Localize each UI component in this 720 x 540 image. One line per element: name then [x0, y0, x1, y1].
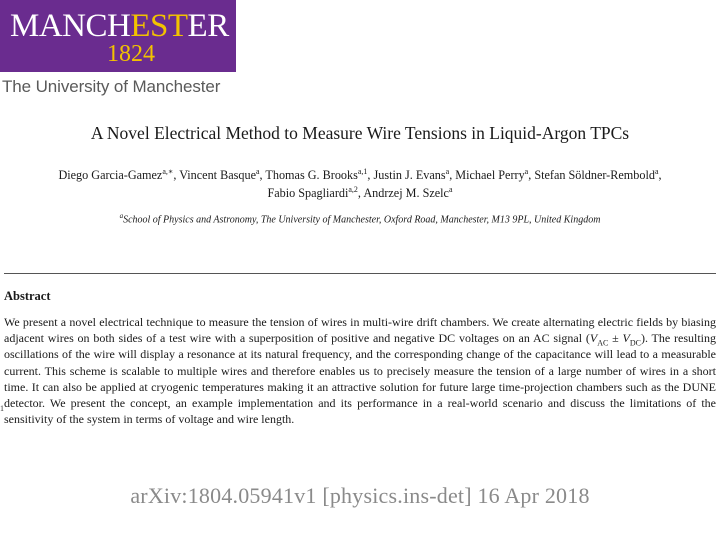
author-affiliation-marker: a: [448, 184, 453, 194]
author-affiliation-marker: a,1: [357, 166, 368, 176]
abstract-part-1: We present a novel electrical technique to measure the tension of wires in multi-wire drift chambers. We create alternating electric fields by biasing adjacent wires on both sides of a test wire with a superposition of positive and negative DC voltages on an AC signal (: [4, 315, 716, 346]
affiliation-text: School of Physics and Astronomy, The University of Manchester, Oxford Road, Manchester, M13 9PL, United Kingdom: [123, 214, 601, 226]
logo-word-suffix: ER: [187, 8, 229, 44]
section-divider: [4, 273, 716, 274]
logo-word-highlight: EST: [130, 8, 188, 44]
affiliation: [0, 212, 720, 225]
university-logo: [0, 0, 236, 100]
author-name: Justin J. Evans: [373, 168, 446, 182]
author-affiliation-marker: a,2: [348, 184, 358, 194]
v-ac-letter: V: [589, 331, 598, 346]
paper-title: A Novel Electrical Method to Measure Wire Tensions in Liquid-Argon TPCs: [90, 123, 630, 143]
author-separator: ,: [658, 168, 662, 182]
author-name: Diego Garcia-Gamez: [58, 168, 163, 182]
author-name: Vincent Basque: [179, 168, 256, 182]
author-line-1: [14, 166, 706, 184]
logo-word-prefix: MANCH: [10, 8, 131, 44]
abstract-part-2: ). The resulting oscillations of the wire will display a resonance at its natural frequency, and the corresponding change of the capacitance will lead to a measurable current. This scheme is scalable to multiple wires and therefore enables us to precisely measure the tension of a large number of wires in a short time. It can also be applied at cryogenic temperatures making it an attractive solution for future large time-projection chambers such as the DUNE detector. We present the concept, an example implementation and its performance in a real-world scenario and discuss the limitations of the sensitivity of the system in terms of voltage and wire length.: [4, 331, 716, 427]
arxiv-stamp: arXiv:1804.05941v1 [physics.ins-det] 16 Apr 2018: [130, 483, 590, 508]
v-ac-subscript: AC: [597, 338, 609, 348]
author-separator: ,: [449, 168, 456, 182]
v-dc-letter: V: [622, 331, 630, 346]
logo-wordmark: [10, 10, 229, 43]
author-separator: ,: [173, 168, 180, 182]
author-separator: ,: [357, 186, 364, 200]
author-name: Stefan Söldner-Rembold: [534, 168, 655, 182]
author-name: Thomas G. Brooks: [265, 168, 358, 182]
author-list: [14, 166, 706, 202]
author-separator: ,: [528, 168, 535, 182]
author-affiliation-marker: a,∗: [162, 166, 174, 176]
abstract-heading: Abstract: [4, 289, 51, 303]
author-name: Andrzej M. Szelc: [363, 186, 449, 200]
author-affiliation-marker: a: [255, 166, 260, 176]
logo-university-name: The University of Manchester: [2, 77, 221, 96]
author-separator: ,: [367, 168, 374, 182]
author-affiliation-marker: a: [654, 166, 659, 176]
v-dc-subscript: DC: [629, 338, 641, 348]
author-affiliation-marker: a: [524, 166, 529, 176]
logo-year: 1824: [107, 41, 155, 67]
affiliation-marker: a: [119, 212, 124, 220]
abstract-text: [4, 314, 716, 427]
author-separator: ,: [259, 168, 266, 182]
margin-mark: 1: [0, 404, 4, 413]
plus-minus: ±: [608, 331, 623, 346]
v-dc-symbol: [623, 331, 630, 345]
logo-purple-panel: [0, 0, 236, 72]
author-affiliation-marker: a: [445, 166, 450, 176]
author-name: Fabio Spagliardi: [267, 186, 349, 200]
author-line-2: [14, 184, 706, 202]
author-name: Michael Perry: [455, 168, 525, 182]
